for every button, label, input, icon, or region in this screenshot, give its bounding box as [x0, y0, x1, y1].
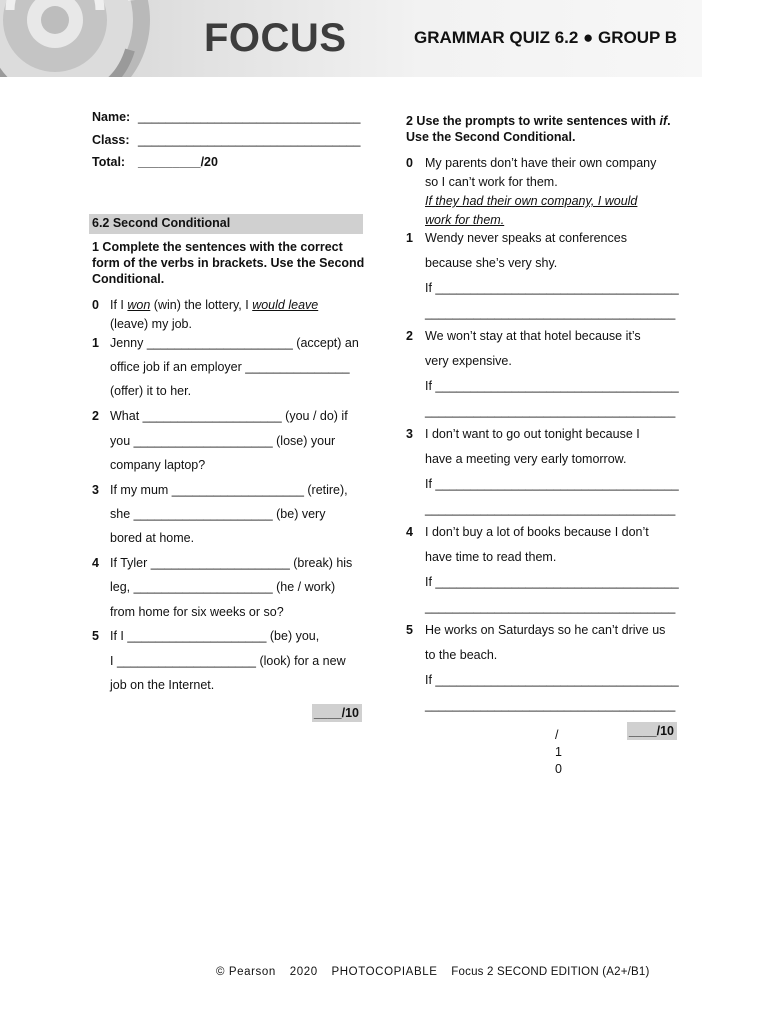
ex2-q2-continuation-line[interactable]: ____________________________________: [425, 404, 676, 418]
ex1-instruction-line3: Conditional.: [92, 272, 165, 286]
section-title-bar: [89, 214, 363, 234]
footer-edition: Focus 2 SECOND EDITION (A2+/B1): [451, 966, 650, 978]
swirl-logo-graphic: [0, 0, 190, 77]
ex1-q1-line1[interactable]: Jenny _____________________ (accept) an: [110, 336, 359, 350]
ex1-score-box: [312, 704, 362, 722]
class-label: Class:: [92, 133, 130, 147]
ex2-q0-answer-line2: work for them.: [425, 213, 505, 227]
footer-year: 2020: [289, 966, 318, 978]
ex2-q5-continuation-line[interactable]: ____________________________________: [425, 698, 676, 712]
ex1-q1-line2[interactable]: office job if an employer _______________: [110, 360, 350, 374]
ex2-q4-line1: I don’t buy a lot of books because I don’t: [425, 525, 649, 539]
ex1-q3-line1[interactable]: If my mum ___________________ (retire),: [110, 483, 348, 497]
quiz-title: GRAMMAR QUIZ 6.2 ● GROUP B: [414, 28, 678, 47]
ex1-q0-line1: If I won (win) the lottery, I would leave: [110, 298, 319, 312]
ex1-q2-line3: company laptop?: [110, 458, 206, 472]
ex1-q5-line3: job on the Internet.: [110, 678, 215, 692]
ex1-instruction-line1: 1 Complete the sentences with the correct: [92, 240, 343, 254]
ex1-q3-number: 3: [92, 483, 99, 497]
ex1-q4-number: 4: [92, 556, 99, 570]
ex2-score[interactable]: ____/10: [628, 724, 674, 738]
ex2-q5-if-line[interactable]: If ___________________________________: [425, 673, 679, 687]
ex2-q4-line2: have time to read them.: [425, 550, 557, 564]
ex1-q0-line2: (leave) my job.: [110, 317, 192, 331]
ex2-q5-line1: He works on Saturdays so he can’t drive us: [425, 623, 666, 637]
ex1-q1-line3: (offer) it to her.: [110, 384, 192, 398]
ex2-q2-number: 2: [406, 329, 413, 343]
ex2-q1-line2: because she’s very shy.: [425, 256, 558, 270]
total-field[interactable]: _________/20: [138, 155, 218, 169]
header-right-gap: [702, 0, 768, 77]
ex1-q4-line3: from home for six weeks or so?: [110, 605, 284, 619]
ex2-q3-continuation-line[interactable]: ____________________________________: [425, 502, 676, 516]
total-label: Total:: [92, 155, 126, 169]
ex1-q3-line2[interactable]: she ____________________ (be) very: [110, 507, 326, 521]
section-title: 6.2 Second Conditional: [92, 216, 231, 230]
ex2-q1-number: 1: [406, 231, 413, 245]
ex1-q2-line2[interactable]: you ____________________ (lose) your: [110, 434, 336, 448]
ex2-q4-number: 4: [406, 525, 413, 539]
focus-logo: FOCUS: [204, 16, 347, 60]
class-field[interactable]: ________________________________: [138, 133, 361, 147]
ex2-q3-number: 3: [406, 427, 413, 441]
ex2-stray-one: 1: [555, 745, 562, 759]
ex2-q2-line2: very expensive.: [425, 354, 512, 368]
page-footer: [216, 966, 650, 978]
footer-photocopiable: PHOTOCOPIABLE: [331, 966, 438, 978]
ex2-q4-if-line[interactable]: If ___________________________________: [425, 575, 679, 589]
ex1-q0-answer1: won: [127, 298, 151, 312]
page-header: [0, 0, 702, 77]
ex1-q3-line3: bored at home.: [110, 531, 195, 545]
ex2-q4-continuation-line[interactable]: ____________________________________: [425, 600, 676, 614]
name-label: Name:: [92, 110, 131, 124]
ex2-q0-number: 0: [406, 156, 413, 170]
ex2-q0-answer-line1: If they had their own company, I would: [425, 194, 638, 208]
ex1-q4-line1[interactable]: If Tyler ____________________ (break) his: [110, 556, 353, 570]
ex2-q1-line1: Wendy never speaks at conferences: [425, 231, 627, 245]
ex2-score-box: [627, 722, 677, 740]
ex1-q5-line1[interactable]: If I ____________________ (be) you,: [110, 629, 320, 643]
ex1-score[interactable]: ____/10: [313, 706, 359, 720]
ex1-instruction-line2: form of the verbs in brackets. Use the Second: [92, 256, 365, 270]
ex2-q2-if-line[interactable]: If ___________________________________: [425, 379, 679, 393]
ex1-q5-number: 5: [92, 629, 99, 643]
ex2-q0-line2: so I can’t work for them.: [425, 175, 558, 189]
ex1-q2-line1[interactable]: What ____________________ (you / do) if: [110, 409, 348, 423]
ex2-instruction-line2: Use the Second Conditional.: [406, 130, 576, 144]
ex2-stray-zero: 0: [555, 762, 562, 776]
ex1-q4-line2[interactable]: leg, ____________________ (he / work): [110, 580, 336, 594]
name-field[interactable]: ________________________________: [138, 110, 361, 124]
ex1-q1-number: 1: [92, 336, 99, 350]
ex2-q5-number: 5: [406, 623, 413, 637]
ex1-q5-line2[interactable]: I ____________________ (look) for a new: [110, 654, 346, 668]
ex2-q2-line1: We won’t stay at that hotel because it’s: [425, 329, 641, 343]
ex2-q3-line2: have a meeting very early tomorrow.: [425, 452, 627, 466]
footer-copyright: © Pearson: [216, 966, 276, 978]
ex2-q0-line1: My parents don’t have their own company: [425, 156, 657, 170]
ex2-stray-slash: /: [555, 728, 559, 742]
ex1-q0-number: 0: [92, 298, 99, 312]
ex2-q1-if-line[interactable]: If ___________________________________: [425, 281, 679, 295]
ex2-q3-line1: I don’t want to go out tonight because I: [425, 427, 640, 441]
ex2-instruction-line1: 2 Use the prompts to write sentences with if.: [406, 114, 671, 128]
ex1-q0-answer2: would leave: [252, 298, 319, 312]
ex2-q5-line2: to the beach.: [425, 648, 498, 662]
ex2-q1-continuation-line[interactable]: ____________________________________: [425, 306, 676, 320]
ex2-q3-if-line[interactable]: If ___________________________________: [425, 477, 679, 491]
ex1-q2-number: 2: [92, 409, 99, 423]
